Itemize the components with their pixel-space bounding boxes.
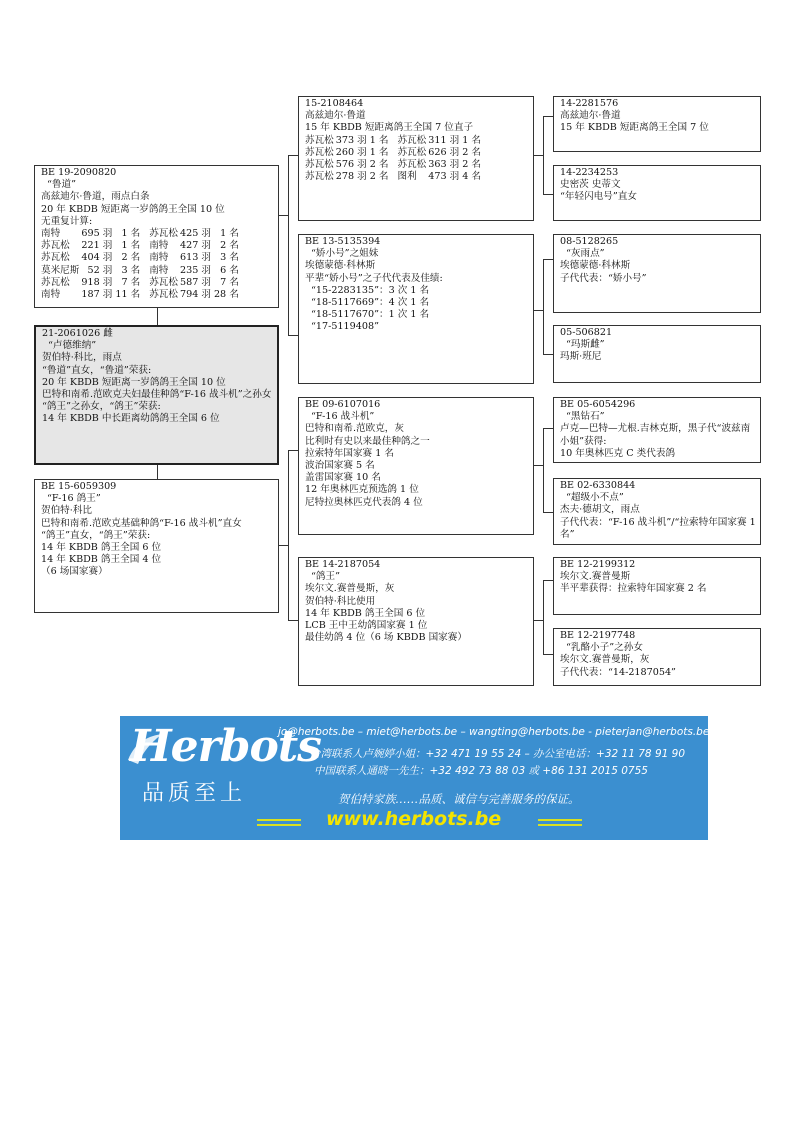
herbots-banner	[120, 716, 708, 840]
placement: 28 名	[213, 289, 239, 301]
placement: 1 名	[121, 228, 141, 240]
placement: 7 名	[220, 276, 239, 288]
race-location: 苏瓦松	[41, 276, 70, 288]
bird-count: 425 羽	[179, 228, 211, 240]
placement: 11 名	[115, 289, 141, 301]
contact-china: 中国联系人通晓一先生：+32 492 73 88 03 或 +86 131 2015 0755	[314, 765, 648, 777]
results-row	[41, 289, 242, 301]
placement: 2 名	[220, 240, 239, 252]
race-location: 南特	[149, 252, 169, 264]
connector	[543, 428, 553, 429]
placement: 7 名	[121, 276, 141, 288]
dss-card	[553, 397, 761, 463]
sds-name: “灰雨点”	[566, 248, 605, 260]
race-location: 南特	[149, 240, 169, 252]
race-location: 苏瓦松	[305, 134, 334, 146]
connector	[543, 259, 553, 260]
dsd-card	[553, 478, 761, 545]
ddd-name: “乳酪小子”之孙女	[566, 642, 643, 654]
website-link[interactable]: www.herbots.be	[326, 808, 502, 830]
dd-line: 最佳幼鸽 4 位（6 场 KBDB 国家赛）	[305, 632, 467, 644]
ds-line: 盖雷国家赛 10 名	[305, 472, 381, 484]
dam-line: “鸽王”直女，“鸽王”荣获:	[41, 529, 151, 541]
ds-ring: BE 09-6107016	[305, 399, 381, 410]
dsd-line: 子代代表：“F-16 战斗机”/“拉索特年国家赛 1 名”	[560, 516, 756, 540]
sd-breeder: 埃德蒙德·科林斯	[305, 260, 376, 272]
sds-card	[553, 234, 761, 313]
bird-count: 52 羽	[87, 264, 113, 276]
ds-line: 比利时有史以来最佳种鸽之一	[305, 435, 430, 447]
sire-card	[34, 165, 279, 308]
connector	[288, 450, 289, 620]
dam-line: 巴特和南希.范欧克基础种鸽“F-16 战斗机”直女	[41, 517, 242, 529]
sire-name: “鲁道”	[47, 179, 76, 191]
sd-name: “娇小号”之姐妹	[311, 248, 379, 260]
dam-dam-card	[298, 557, 534, 686]
connector	[543, 259, 544, 354]
race-location: 苏瓦松	[149, 276, 178, 288]
ssd-line: “年轻闪电号”直女	[560, 191, 637, 203]
race-location: 苏瓦松	[149, 289, 178, 301]
race-location: 苏瓦松	[397, 146, 427, 158]
dd-line: LCB 王中王幼鸽国家赛 1 位	[305, 620, 428, 632]
ssd-card	[553, 165, 761, 221]
contact-taiwan: 台湾联系人卢婉婷小姐：+32 471 19 55 24 – 办公室电话：+32 11 78 91 90	[310, 748, 686, 760]
dam-card	[34, 479, 279, 613]
subject-line: 20 年 KBDB 短距离一岁鸽鸽王全国 10 位	[42, 376, 226, 388]
results-row	[305, 171, 484, 183]
bird-count: 363 羽	[428, 159, 460, 171]
results-row	[41, 252, 242, 264]
sds-ring: 08-5128265	[560, 236, 619, 247]
placement: 3 名	[220, 252, 239, 264]
dd-line: 14 年 KBDB 鸽王全国 6 位	[305, 607, 426, 619]
connector	[543, 512, 553, 513]
race-location: 苏瓦松	[397, 159, 427, 171]
slogan: 品质至上	[142, 781, 247, 806]
ddd-card	[553, 628, 761, 686]
bird-count: 794 羽	[179, 289, 211, 301]
ds-line: 尼特拉奥林匹克代表鸽 4 位	[305, 496, 423, 508]
bird-count: 473 羽	[428, 171, 460, 183]
sire-dam-card	[298, 234, 534, 384]
dss-name: “黑钻石”	[566, 411, 605, 423]
ds-line: 波治国家赛 5 名	[305, 460, 375, 472]
ss-ring: 15-2108464	[305, 98, 364, 109]
bird-count: 187 羽	[81, 289, 113, 301]
dss-ring: BE 05-6054296	[560, 399, 636, 410]
dss-line: 卢克—巴特—尤根.吉林克斯，黑子代“波兹南小姐”获得:	[560, 423, 751, 447]
race-location: 图利	[397, 171, 417, 183]
subject-line: “鲁道”直女，“鲁道”荣获:	[42, 364, 152, 376]
placement: 1 名	[220, 228, 239, 240]
connector	[533, 155, 543, 156]
bird-count: 576 羽	[335, 159, 367, 171]
bird-count: 278 羽	[335, 171, 367, 183]
bird-count: 613 羽	[179, 252, 211, 264]
tagline: 贺伯特家族……品质、诚信与完善服务的保证。	[338, 792, 580, 806]
dd-breeder: 埃尔文.赛普曼斯，灰	[305, 583, 395, 595]
sds-breeder: 埃德蒙德·科林斯	[560, 260, 631, 272]
bird-count: 221 羽	[81, 240, 113, 252]
dam-ring: BE 15-6059309	[41, 481, 117, 492]
connector	[288, 335, 298, 336]
connector	[533, 620, 543, 621]
ddd-ring: BE 12-2197748	[560, 630, 636, 641]
race-location: 南特	[41, 228, 61, 240]
sss-line: 15 年 KBDB 短距离鸽王全国 7 位	[560, 122, 709, 134]
bird-count: 373 羽	[335, 134, 367, 146]
subject-card	[34, 325, 279, 465]
sss-breeder: 高兹迪尔·鲁道	[560, 110, 621, 122]
bird-count: 918 羽	[81, 276, 113, 288]
results-row	[305, 159, 484, 171]
sd-ring: BE 13-5135394	[305, 236, 381, 247]
dam-line: 14 年 KBDB 鸽王全国 4 位	[41, 554, 162, 566]
bird-count: 626 羽	[428, 146, 460, 158]
dds-ring: BE 12-2199312	[560, 559, 636, 570]
ds-line: 12 年奥林匹克预选鸽 1 位	[305, 484, 419, 496]
sire-results-table	[41, 228, 242, 301]
sdd-ring: 05-506821	[560, 327, 613, 338]
dam-line: （6 场国家赛）	[41, 566, 108, 578]
dsd-breeder: 杰夫·德胡文，雨点	[560, 504, 640, 516]
subject-line: “鸽王”之孙女，“鸽王”荣获:	[42, 401, 161, 413]
subject-line: 巴特和南希.范欧克夫妇最佳种鸽“F-16 战斗机”之孙女	[42, 389, 272, 401]
bird-count: 260 羽	[335, 146, 367, 158]
decorative-rule	[257, 824, 301, 826]
bird-count: 311 羽	[428, 134, 460, 146]
race-location: 苏瓦松	[41, 240, 70, 252]
sdd-card	[553, 325, 761, 383]
results-row	[41, 228, 242, 240]
dam-name: “F-16 鸽王”	[47, 493, 101, 505]
results-row	[41, 265, 242, 277]
sdd-breeder: 玛斯·班尼	[560, 351, 602, 363]
connector	[543, 428, 544, 512]
dam-breeder: 贺伯特·科比	[41, 505, 93, 517]
subject-ring: 21-2061026 雌	[42, 328, 113, 339]
sd-line: “18-5117669”：4 次 1 名	[311, 297, 430, 309]
dds-line: 半平辈获得：拉索特年国家赛 2 名	[560, 583, 707, 595]
bird-count: 235 羽	[179, 264, 211, 276]
ddd-breeder: 埃尔文.赛普曼斯，灰	[560, 654, 650, 666]
race-location: 苏瓦松	[41, 252, 70, 264]
bird-count: 695 羽	[81, 228, 113, 240]
race-location: 苏瓦松	[149, 228, 178, 240]
race-location: 苏瓦松	[305, 171, 334, 183]
ds-line: 拉索特年国家赛 1 名	[305, 447, 394, 459]
race-location: 南特	[149, 264, 169, 276]
dss-line: 10 年奥林匹克 C 类代表鸽	[560, 447, 676, 459]
placement: 1 名	[121, 240, 141, 252]
contact-emails[interactable]: jo@herbots.be – miet@herbots.be – wangting@herbots.be - pieterjan@herbots.be	[278, 726, 710, 738]
sire-results-label: 无重复计算:	[41, 215, 93, 227]
race-location: 苏瓦松	[397, 134, 427, 146]
dam-line: 14 年 KBDB 鸽王全国 6 位	[41, 542, 162, 554]
ssd-breeder: 史密茨 史蒂文	[560, 179, 621, 191]
connector	[543, 116, 553, 117]
sds-line: 子代代表：“娇小号”	[560, 272, 647, 284]
dd-line: 贺伯特·科比使用	[305, 595, 376, 607]
placement: 2 名	[369, 159, 389, 171]
ss-honor: 15 年 KBDB 短距离鸽王全国 7 位直子	[305, 122, 474, 134]
ds-name: “F-16 战斗机”	[311, 411, 375, 423]
sd-line: “18-5117670”：1 次 1 名	[311, 309, 430, 321]
connector	[288, 155, 289, 335]
connector	[543, 194, 553, 195]
ss-breeder: 高兹迪尔·鲁道	[305, 110, 366, 122]
subject-name: “卢德维纳”	[48, 340, 97, 352]
connector	[533, 310, 543, 311]
connector	[543, 116, 544, 194]
sire-honor: 20 年 KBDB 短距离一岁鸽鸽王全国 10 位	[41, 203, 225, 215]
decorative-rule	[538, 824, 582, 826]
decorative-rule	[538, 819, 582, 821]
results-row	[41, 240, 242, 252]
ddd-line: 子代代表：“14-2187054”	[560, 666, 676, 678]
dd-ring: BE 14-2187054	[305, 559, 381, 570]
race-location: 南特	[41, 289, 61, 301]
placement: 4 名	[462, 171, 481, 183]
race-location: 苏瓦松	[305, 146, 334, 158]
subject-line: 14 年 KBDB 中长距离幼鸽鸽王全国 6 位	[42, 413, 220, 425]
placement: 3 名	[121, 264, 141, 276]
placement: 1 名	[369, 134, 389, 146]
placement: 1 名	[369, 146, 389, 158]
placement: 6 名	[220, 264, 239, 276]
sss-ring: 14-2281576	[560, 98, 619, 109]
dsd-name: “超级小不点”	[566, 492, 624, 504]
placement: 1 名	[462, 134, 481, 146]
dam-sire-card	[298, 397, 534, 535]
ssd-ring: 14-2234253	[560, 167, 619, 178]
connector	[157, 307, 158, 325]
sd-line: “17-5119408”	[311, 321, 379, 333]
connector	[543, 354, 553, 355]
subject-breeder: 贺伯特·科比，雨点	[42, 352, 122, 364]
sire-breeder: 高兹迪尔·鲁道，雨点白条	[41, 191, 150, 203]
connector	[288, 155, 298, 156]
sd-line: “15-2283135”：3 次 1 名	[311, 284, 430, 296]
decorative-rule	[257, 819, 301, 821]
connector	[288, 620, 298, 621]
placement: 2 名	[121, 252, 141, 264]
connector	[543, 654, 553, 655]
sd-line: 平辈“娇小号”之子代代表及佳绩:	[305, 272, 443, 284]
results-row	[41, 277, 242, 289]
connector	[278, 215, 288, 216]
connector	[157, 464, 158, 479]
connector	[278, 545, 288, 546]
dsd-ring: BE 02-6330844	[560, 480, 636, 491]
bird-count: 587 羽	[179, 276, 211, 288]
dds-breeder: 埃尔文.赛普曼斯	[560, 571, 631, 583]
sss-card	[553, 96, 761, 152]
ss-results-table	[305, 135, 484, 184]
dd-name: “鸽王”	[311, 571, 340, 583]
sire-ring: BE 19-2090820	[41, 167, 117, 178]
sire-sire-card	[298, 96, 534, 221]
placement: 2 名	[369, 171, 389, 183]
race-location: 莫米尼斯	[41, 264, 80, 276]
connector	[543, 580, 553, 581]
results-row	[305, 135, 484, 147]
bird-count: 404 羽	[81, 252, 113, 264]
dds-card	[553, 557, 761, 615]
placement: 2 名	[462, 159, 481, 171]
results-row	[305, 147, 484, 159]
connector	[288, 450, 298, 451]
sdd-name: “玛斯雌”	[566, 339, 605, 351]
race-location: 苏瓦松	[305, 159, 334, 171]
bird-count: 427 羽	[179, 240, 211, 252]
connector	[543, 580, 544, 654]
ds-breeder: 巴特和南希.范欧克，灰	[305, 423, 404, 435]
herbots-logo: Herbots	[130, 721, 321, 772]
connector	[533, 465, 543, 466]
placement: 2 名	[462, 146, 481, 158]
